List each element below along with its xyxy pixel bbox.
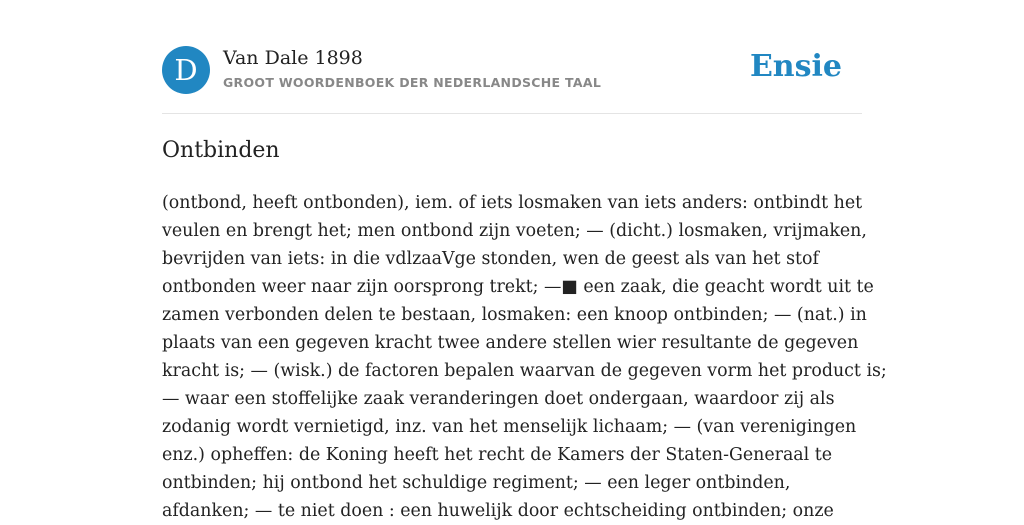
definition-line: ontbonden weer naar zijn oorsprong trekt; —■ een zaak, die geacht wordt uit te: [162, 277, 874, 297]
definition-line: plaats van een gegeven kracht twee andere stellen wier resultante de gegeven: [162, 333, 859, 353]
dictionary-avatar[interactable]: D: [162, 46, 210, 94]
entry-title: Ontbinden: [162, 138, 280, 163]
definition-line: veulen en brengt het; men ontbond zijn voeten; — (dicht.) losmaken, vrijmaken,: [162, 221, 867, 241]
header-divider: [162, 113, 862, 114]
ensie-logo[interactable]: Ensie: [749, 49, 842, 84]
site-header: [162, 46, 862, 96]
dictionary-subtitle: GROOT WOORDENBOEK DER NEDERLANDSCHE TAAL: [223, 75, 602, 90]
definition-line: zodanig wordt vernietigd, inz. van het menselijk lichaam; — (van verenigingen: [162, 417, 857, 437]
definition-line: kracht is; — (wisk.) de factoren bepalen waarvan de gegeven vorm het product is;: [162, 361, 887, 381]
definition-line: ontbinden; hij ontbond het schuldige regiment; — een leger ontbinden,: [162, 473, 791, 493]
definition-line: — waar een stoffelijke zaak veranderingen doet ondergaan, waardoor zij als: [162, 389, 835, 409]
definition-line: afdanken; — te niet doen : een huwelijk door echtscheiding ontbinden; onze: [162, 501, 834, 521]
entry-definition: [162, 189, 887, 525]
definition-line: bevrijden van iets: in die vdlzaaVge stonden, wen de geest als van het stof: [162, 249, 819, 269]
definition-line: (ontbond, heeft ontbonden), iem. of iets losmaken van iets anders: ontbindt het: [162, 193, 863, 213]
dictionary-title[interactable]: Van Dale 1898: [223, 47, 363, 69]
definition-line: enz.) opheffen: de Koning heeft het recht de Kamers der Staten-Generaal te: [162, 445, 833, 465]
definition-line: zamen verbonden delen te bestaan, losmaken: een knoop ontbinden; — (nat.) in: [162, 305, 867, 325]
